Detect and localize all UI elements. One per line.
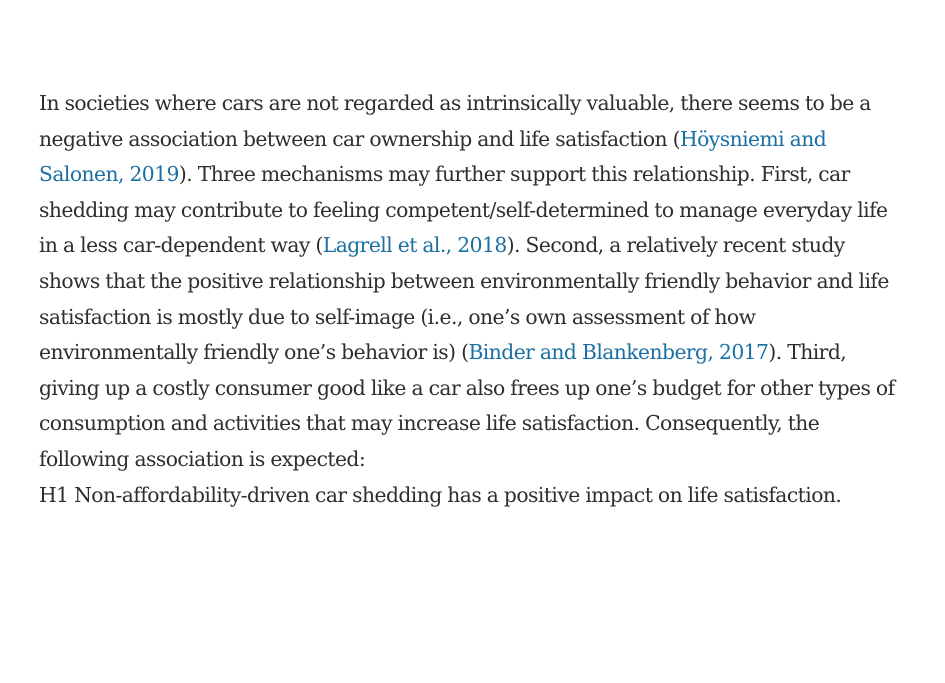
paragraph-text-1: In societies where cars are not regarded as intrinsically valuable, there seems to be a negative association between car ownership and life satisfaction (: [39, 91, 871, 151]
citation-link-lagrell[interactable]: Lagrell et al., 2018: [322, 233, 507, 258]
body-paragraph: [39, 86, 901, 478]
citation-link-hoysniemi-salonen[interactable]: Höysniemi and Salonen, 2019: [39, 126, 827, 187]
paragraph-text-3: ). Second, a relatively recent study shows that the positive relationship between environmentally friendly behavior and life satisfaction is mostly due to self-image (i.e., one’s own assessment of how environmentally friendly one’s behavior is) (: [39, 233, 889, 365]
citation-link-binder-blankenberg[interactable]: Binder and Blankenberg, 2017: [468, 340, 769, 365]
paragraph-text-2: ). Three mechanisms may further support this relationship. First, car shedding may contribute to feeling competent/self-determined to manage everyday life in a less car-dependent way (: [39, 162, 888, 258]
article-body: [39, 86, 901, 513]
paragraph-text-4: ). Third, giving up a costly consumer good like a car also frees up one’s budget for other types of consumption and activities that may increase life satisfaction. Consequently, the following association is expected:: [39, 340, 895, 471]
hypothesis-h1: H1 Non-affordability-driven car shedding has a positive impact on life satisfaction.: [39, 482, 842, 507]
